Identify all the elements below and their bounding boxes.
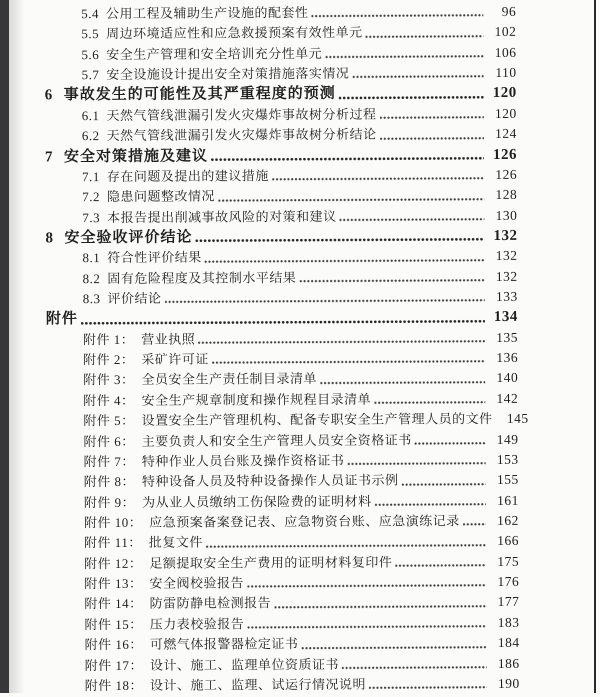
toc-entry <box>2 653 520 676</box>
entry-title: 为从业人员缴纳工伤保险费的证明材料 <box>142 491 372 513</box>
entry-page-number: 149 <box>488 429 518 450</box>
entry-title: 批复文件 <box>149 533 203 554</box>
dot-leader <box>401 481 485 487</box>
toc-entry <box>0 287 518 310</box>
toc-entry <box>1 613 519 636</box>
entry-title: 采矿许可证 <box>141 350 209 371</box>
dot-leader <box>347 460 485 467</box>
dot-leader <box>415 440 486 446</box>
entry-number: 5.5 <box>81 24 99 44</box>
entry-page-number: 126 <box>487 165 517 186</box>
entry-title: 隐患问题整改情况 <box>107 187 215 208</box>
dot-leader <box>211 155 484 162</box>
entry-page-number: 183 <box>489 613 519 634</box>
entry-page-number: 106 <box>486 43 516 64</box>
entry-number: 附件 7： <box>84 452 135 473</box>
toc-entry <box>0 267 518 290</box>
entry-page-number: 177 <box>489 592 519 613</box>
entry-page-number: 153 <box>489 450 519 471</box>
entry-title: 足额提取安全生产费用的证明材料复印件 <box>149 552 392 574</box>
entry-title: 本报告提出削减事故风险的对策和建议 <box>107 206 337 228</box>
entry-number: 附件 9： <box>84 492 135 513</box>
toc-entry <box>2 674 520 697</box>
toc-entry <box>0 226 517 249</box>
entry-title: 设置安全生产管理机构、配备专职安全生产管理人员的文件 <box>142 409 493 431</box>
dot-leader <box>206 542 486 549</box>
entry-number: 附件 14： <box>84 594 142 615</box>
dot-leader <box>374 399 485 406</box>
entry-page-number: 190 <box>490 674 520 695</box>
entry-page-number: 142 <box>488 389 518 410</box>
dot-leader <box>81 318 485 326</box>
dot-leader <box>352 73 483 80</box>
entry-page-number: 145 <box>499 409 529 430</box>
entry-title: 可燃气体报警器检定证书 <box>150 634 299 655</box>
entry-title: 安全设施设计提出安全对策措施落实情况 <box>106 64 349 86</box>
entry-number: 6.1 <box>82 106 100 126</box>
toc-entry <box>1 592 519 615</box>
dot-leader <box>198 338 485 346</box>
dot-leader <box>274 603 486 610</box>
toc-entry <box>0 185 517 208</box>
entry-title: 符合性评价结果 <box>107 248 202 269</box>
entry-number: 附件 15： <box>84 615 142 636</box>
entry-page-number: 161 <box>489 490 519 511</box>
entry-title: 评价结论 <box>107 289 161 310</box>
toc-entry <box>0 124 517 147</box>
entry-number: 8.2 <box>83 269 101 289</box>
toc-entry <box>0 144 517 167</box>
entry-number: 附件 8： <box>84 472 135 493</box>
entry-page-number: 124 <box>487 124 517 145</box>
entry-title: 固有危险程度及其控制水平结果 <box>107 268 296 289</box>
entry-page-number: 128 <box>487 185 517 206</box>
entry-page-number: 132 <box>487 226 517 247</box>
entry-title: 营业执照 <box>141 329 195 350</box>
entry-number: 8.3 <box>83 289 101 309</box>
entry-page-number: 126 <box>487 144 517 165</box>
entry-number: 附件 11： <box>84 533 142 554</box>
entry-title: 存在问题及提出的建议措施 <box>107 166 269 187</box>
dot-leader <box>320 379 485 386</box>
entry-title: 事故发生的可能性及其严重程度的预测 <box>64 84 336 106</box>
entry-title: 安全生产规章制度和操作规程目录清单 <box>141 389 371 411</box>
entry-number: 5.7 <box>82 65 100 85</box>
dot-leader <box>312 12 484 19</box>
entry-number: 附件 16： <box>85 635 143 656</box>
toc-entry <box>0 43 517 66</box>
toc-entry <box>1 572 519 595</box>
toc-entry <box>0 348 518 371</box>
entry-number: 5.6 <box>81 45 99 65</box>
entry-page-number: 132 <box>488 267 518 288</box>
entry-number: 7.1 <box>82 167 100 187</box>
toc-entry <box>0 63 517 86</box>
entry-title: 周边环境适应性和应急救援预案有效性单元 <box>106 23 363 45</box>
dot-leader <box>380 114 484 121</box>
entry-page-number: 102 <box>486 22 516 43</box>
entry-page-number: 162 <box>489 511 519 532</box>
entry-title: 安全阀校验报告 <box>149 573 244 594</box>
entry-number: 附件 13： <box>84 574 142 595</box>
toc-entry <box>0 389 518 412</box>
dot-leader <box>247 623 486 630</box>
entry-page-number: 175 <box>489 552 519 573</box>
entry-page-number: 155 <box>489 470 519 491</box>
entry-page-number: 110 <box>487 63 517 84</box>
entry-title: 防雷防静电检测报告 <box>150 594 272 615</box>
entry-number: 附件 5： <box>83 411 134 432</box>
dot-leader <box>375 501 486 508</box>
dot-leader <box>301 644 486 651</box>
entry-title: 压力表校验报告 <box>150 614 245 635</box>
entry-title: 特种作业人员台账及操作资格证书 <box>142 451 345 472</box>
entry-number: 5.4 <box>81 4 99 24</box>
dot-leader <box>212 358 485 365</box>
toc-entry <box>1 470 519 493</box>
entry-title: 主要负责人和安全生产管理人员安全资格证书 <box>142 430 412 452</box>
toc-entry <box>1 450 519 473</box>
toc-entry <box>0 409 518 432</box>
entry-page-number: 130 <box>487 205 517 226</box>
entry-number: 附件 4： <box>83 391 134 412</box>
entry-title: 附件 <box>46 310 78 331</box>
entry-page-number: 120 <box>487 83 517 104</box>
entry-title: 应急预案备案登记表、应急物资台账、应急演练记录 <box>149 511 460 533</box>
entry-page-number: 136 <box>488 348 518 369</box>
dot-leader <box>247 582 486 589</box>
entry-title: 安全生产管理和安全培训充分性单元 <box>106 44 322 65</box>
entry-title: 设计、施工、监理、试运行情况说明 <box>150 675 366 696</box>
toc-entry <box>0 328 518 351</box>
dot-leader <box>463 521 486 527</box>
dot-leader <box>218 196 484 203</box>
entry-number: 7.2 <box>82 187 100 207</box>
entry-number: 附件 6： <box>83 431 134 452</box>
entry-number: 附件 1： <box>83 330 134 351</box>
entry-number: 8.1 <box>82 248 100 268</box>
entry-page-number: 135 <box>488 328 518 349</box>
entry-page-number: 140 <box>488 368 518 389</box>
dot-leader <box>205 257 485 264</box>
toc-entry <box>1 531 519 554</box>
dot-leader <box>165 297 485 305</box>
entry-title: 公用工程及辅助生产设施的配套性 <box>106 3 309 24</box>
entry-number: 附件 2： <box>83 350 134 371</box>
toc-entry <box>0 165 517 188</box>
entry-number: 附件 18： <box>85 676 143 697</box>
entry-page-number: 134 <box>488 307 518 328</box>
toc-entry <box>0 2 516 25</box>
entry-page-number: 184 <box>490 633 520 654</box>
entry-page-number: 132 <box>487 246 517 267</box>
dot-leader <box>366 33 484 40</box>
toc-entry <box>0 429 518 452</box>
entry-title: 全员安全生产责任制目录清单 <box>141 369 317 390</box>
entry-number: 附件 17： <box>85 655 143 676</box>
entry-number: 8 <box>45 228 53 248</box>
dot-leader <box>272 175 484 182</box>
entry-page-number: 96 <box>486 2 516 23</box>
entry-page-number: 133 <box>488 287 518 308</box>
entry-page-number: 186 <box>490 653 520 674</box>
toc-entry <box>0 22 516 45</box>
entry-title: 天然气管线泄漏引发火灾爆炸事故树分析结论 <box>107 125 377 147</box>
toc-entry <box>0 83 517 106</box>
toc-entry <box>1 490 519 513</box>
entry-page-number: 166 <box>489 531 519 552</box>
dot-leader <box>325 53 483 60</box>
entry-number: 6 <box>45 86 53 106</box>
dot-leader <box>380 135 484 142</box>
dot-leader <box>340 216 485 223</box>
toc-entry <box>1 511 519 534</box>
toc-entry <box>2 633 520 656</box>
entry-page-number: 120 <box>487 104 517 125</box>
dot-leader <box>342 664 487 671</box>
entry-number: 附件 12： <box>84 554 142 575</box>
entry-title: 特种设备人员及特种设备操作人员证书示例 <box>142 471 399 493</box>
toc-entry <box>0 104 517 127</box>
entry-title: 天然气管线泄漏引发火灾爆炸事故树分析过程 <box>106 104 376 126</box>
entry-number: 7.3 <box>82 208 100 228</box>
entry-title: 安全验收评价结论 <box>64 228 192 249</box>
toc-entry <box>0 205 517 228</box>
entry-title: 设计、施工、监理单位资质证书 <box>150 654 339 675</box>
dot-leader <box>369 684 487 691</box>
toc-entry <box>0 307 518 330</box>
entry-page-number: 176 <box>489 572 519 593</box>
entry-number: 7 <box>45 147 53 167</box>
entry-number: 附件 10： <box>84 513 142 534</box>
dot-leader <box>395 562 486 568</box>
dot-leader <box>339 94 484 101</box>
entry-number: 附件 3： <box>83 370 134 391</box>
entry-number: 6.2 <box>82 126 100 146</box>
toc-entry <box>0 368 518 391</box>
dot-leader <box>195 236 484 244</box>
toc-entry <box>1 552 519 575</box>
dot-leader <box>299 277 484 284</box>
entry-title: 安全对策措施及建议 <box>64 146 208 167</box>
toc-entry <box>0 246 518 269</box>
